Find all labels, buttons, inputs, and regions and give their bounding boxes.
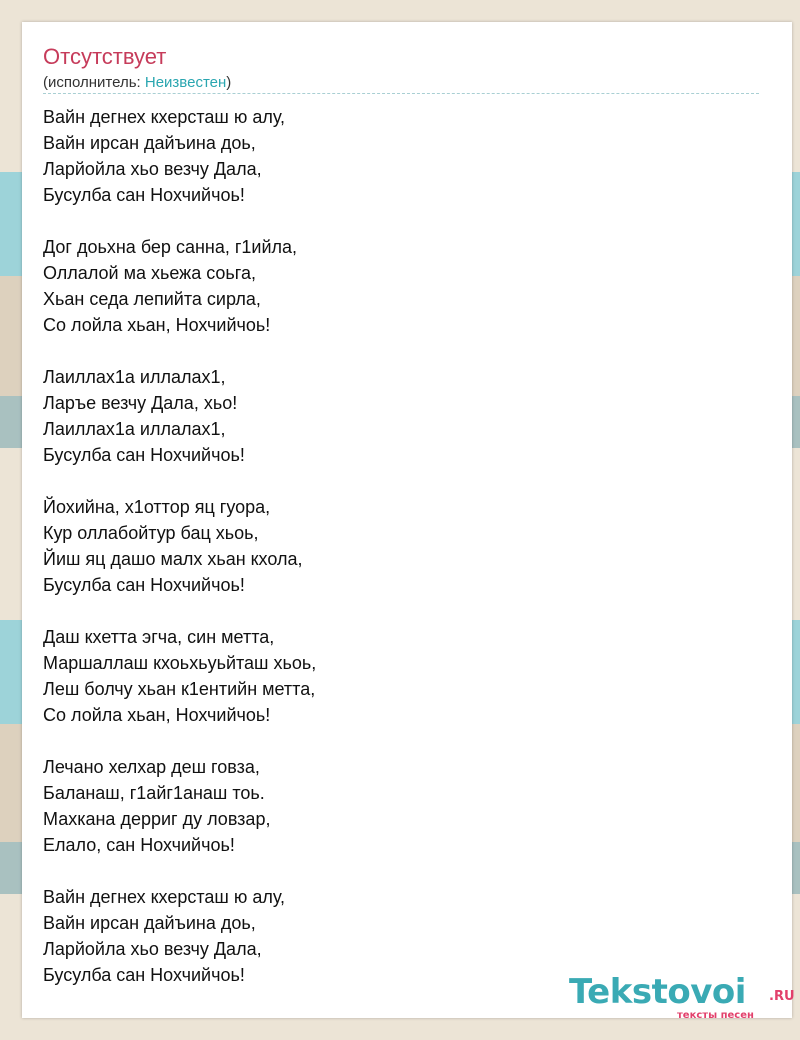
lyrics-card xyxy=(22,22,795,1021)
lyrics-line: Вайн ирсан дайъина доь, xyxy=(43,913,256,933)
lyrics-line: Бусулба сан Нохчийчоь! xyxy=(43,445,245,465)
lyrics-line: Вайн дегнех кхерсташ ю алу, xyxy=(43,107,286,127)
lyrics-stanza xyxy=(43,884,316,988)
artist-prefix: (исполнитель: xyxy=(43,74,145,91)
lyrics-line: Вайн дегнех кхерсташ ю алу, xyxy=(43,887,286,907)
lyrics-stanza xyxy=(43,234,316,338)
lyrics-line: Со лойла хьан, Нохчийчоь! xyxy=(43,315,271,335)
lyrics-line: Лаиллах1а иллалах1, xyxy=(43,419,226,439)
lyrics-line: Йохийна, х1оттор яц гуора, xyxy=(43,497,271,517)
lyrics-line: Ларйойла хьо везчу Дала, xyxy=(43,939,262,959)
lyrics-line: Елало, сан Нохчийчоь! xyxy=(43,835,235,855)
artist-line xyxy=(43,73,231,93)
lyrics-line: Бусулба сан Нохчийчоь! xyxy=(43,965,245,985)
artist-suffix: ) xyxy=(226,74,232,91)
divider xyxy=(43,93,759,94)
lyrics-line: Кур оллабойтур бац хьоь, xyxy=(43,523,259,543)
lyrics-line: Маршаллаш кхоьхьуьйташ хьоь, xyxy=(43,653,317,673)
lyrics-line: Ларйойла хьо везчу Дала, xyxy=(43,159,262,179)
artist-link[interactable]: Неизвестен xyxy=(144,74,227,91)
logo-tld: .RU xyxy=(769,989,795,1004)
song-title: Отсутствует xyxy=(43,44,167,69)
lyrics-line: Дог доьхна бер санна, г1ийла, xyxy=(43,237,298,257)
lyrics-line: Бусулба сан Нохчийчоь! xyxy=(43,185,245,205)
lyrics-line: Махкана дерриг ду ловзар, xyxy=(43,809,271,829)
lyrics-line: Лечано хелхар деш говза, xyxy=(43,757,260,777)
lyrics-stanza xyxy=(43,624,316,728)
lyrics-line: Баланаш, г1айг1анаш тоь. xyxy=(43,783,265,803)
logo-tagline: тексты песен xyxy=(677,1010,754,1021)
site-logo[interactable] xyxy=(569,972,795,1022)
lyrics-stanza xyxy=(43,364,316,468)
lyrics-stanza xyxy=(43,494,316,598)
lyrics-line: Даш кхетта эгча, син метта, xyxy=(43,627,275,647)
lyrics-line: Йиш яц дашо малх хьан кхола, xyxy=(43,549,303,569)
lyrics-line: Вайн ирсан дайъина доь, xyxy=(43,133,256,153)
lyrics-line: Со лойла хьан, Нохчийчоь! xyxy=(43,705,271,725)
logo-name: Tekstovoi xyxy=(569,972,746,1012)
lyrics-line: Бусулба сан Нохчийчоь! xyxy=(43,575,245,595)
lyrics-line: Леш болчу хьан к1ентийн метта, xyxy=(43,679,316,699)
lyrics-line: Хьан седа лепийта сирла, xyxy=(43,289,261,309)
lyrics-line: Оллалой ма хьежа соьга, xyxy=(43,263,256,283)
lyrics-stanza xyxy=(43,754,316,858)
lyrics-text xyxy=(43,104,316,1014)
lyrics-line: Ларъе везчу Дала, хьо! xyxy=(43,393,238,413)
lyrics-line: Лаиллах1а иллалах1, xyxy=(43,367,226,387)
lyrics-stanza xyxy=(43,104,316,208)
